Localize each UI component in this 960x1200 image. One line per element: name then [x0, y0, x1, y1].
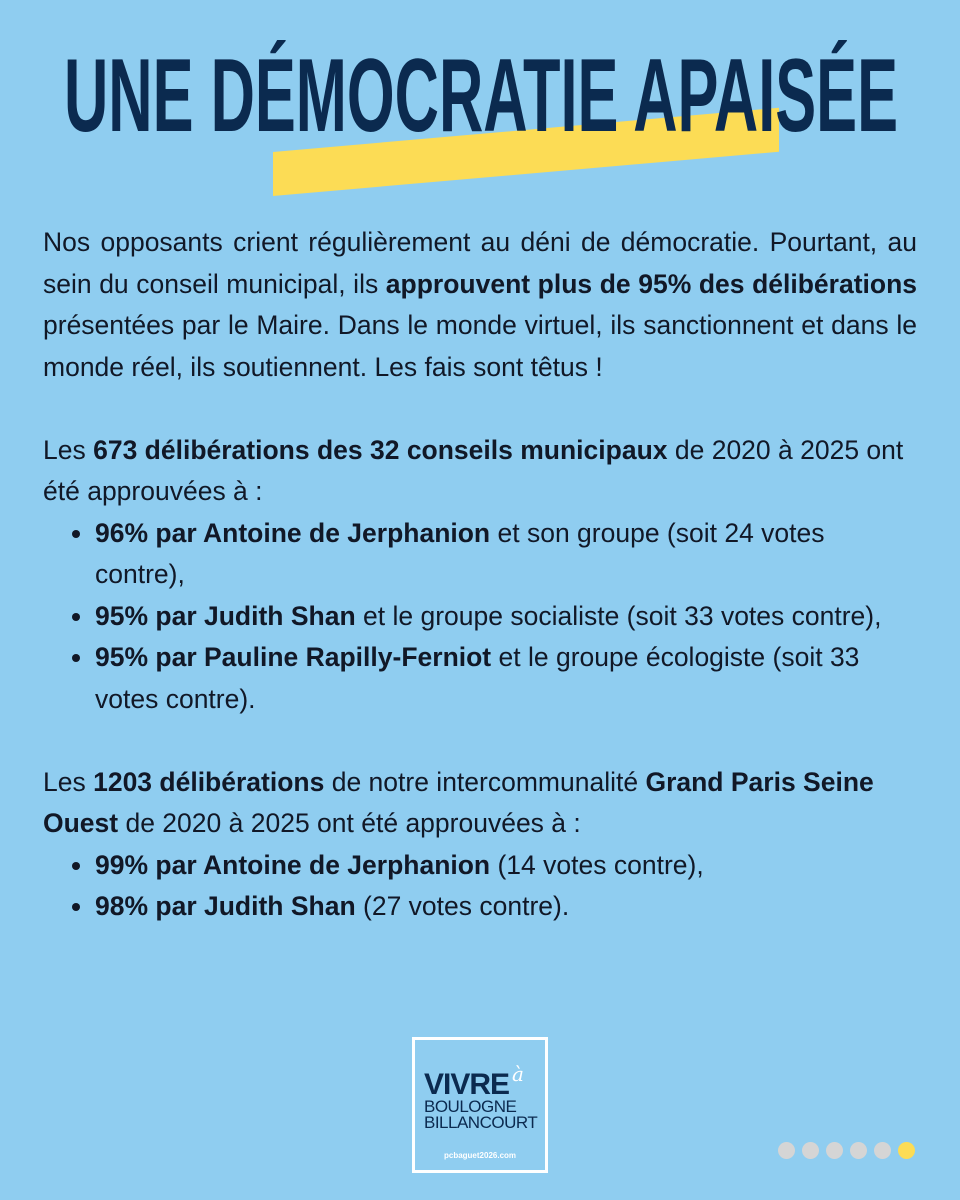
section2-list	[43, 845, 917, 928]
text: de notre intercommunalité	[324, 766, 646, 797]
text: et le groupe écologiste (soit 33 votes contre).	[95, 642, 860, 714]
text: de 2020 à 2025 ont été approuvées à :	[118, 808, 581, 838]
bold-text: 1203 délibérations	[93, 766, 325, 797]
logo-text: VIVRE	[424, 1068, 510, 1101]
bold-text: 95% par Judith Shan	[95, 600, 356, 631]
list-item	[95, 845, 917, 887]
page-dot-active[interactable]	[898, 1142, 915, 1159]
text: présentées par le Maire. Dans le monde virtuel, ils sanctionnent et dans le monde réel, ils soutiennent. Les fais sont têtus !	[43, 310, 917, 382]
list-item	[95, 886, 917, 928]
text: Les	[43, 434, 94, 465]
logo-text	[424, 1099, 537, 1131]
list-item	[95, 513, 917, 596]
list-item	[95, 596, 917, 638]
bold-text: 96% par Antoine de Jerphanion	[95, 517, 491, 548]
bold-text: Grand Paris Seine Ouest	[43, 766, 874, 838]
logo-url: pcbaguet2026.com	[443, 1151, 517, 1160]
bold-text: 98% par Judith Shan	[95, 891, 356, 921]
bold-text: 95% par Pauline Rapilly-Ferniot	[95, 642, 492, 672]
page-dot[interactable]	[850, 1142, 867, 1159]
text: et le groupe socialiste (soit 33 votes contre),	[355, 600, 882, 631]
content	[43, 222, 917, 928]
logo-line: BILLANCOURT	[424, 1113, 538, 1132]
section2-paragraph	[43, 762, 917, 845]
bold-text: 99% par Antoine de Jerphanion	[95, 849, 491, 880]
page-dot[interactable]	[778, 1142, 795, 1159]
page-dot[interactable]	[826, 1142, 843, 1159]
section1-paragraph	[43, 430, 917, 513]
text: et son groupe (soit 24 votes contre),	[95, 517, 825, 589]
text: de 2020 à 2025 ont été approuvées à :	[43, 434, 904, 506]
bold-text: approuvent plus de 95% des délibérations	[385, 268, 917, 299]
logo-text: à	[512, 1062, 524, 1086]
section1-list	[43, 513, 917, 721]
pagination-dots	[778, 1142, 915, 1159]
logo-line: BOULOGNE	[424, 1097, 517, 1116]
bold-text: 673 délibérations des 32 conseils municipaux	[93, 434, 668, 465]
text: (14 votes contre),	[490, 849, 704, 880]
page-dot[interactable]	[874, 1142, 891, 1159]
list-item	[95, 637, 917, 720]
text: (27 votes contre).	[355, 891, 570, 921]
text: Nos opposants crient régulièrement au déni de démocratie. Pourtant, au sein du conseil municipal, ils	[43, 227, 917, 299]
logo	[412, 1037, 548, 1173]
intro-paragraph	[43, 222, 917, 388]
page-title-wrapper	[64, 40, 898, 136]
page-dot[interactable]	[802, 1142, 819, 1159]
text: Les	[43, 766, 94, 797]
page-title: UNE DÉMOCRATIE APAISÉE	[64, 40, 898, 136]
